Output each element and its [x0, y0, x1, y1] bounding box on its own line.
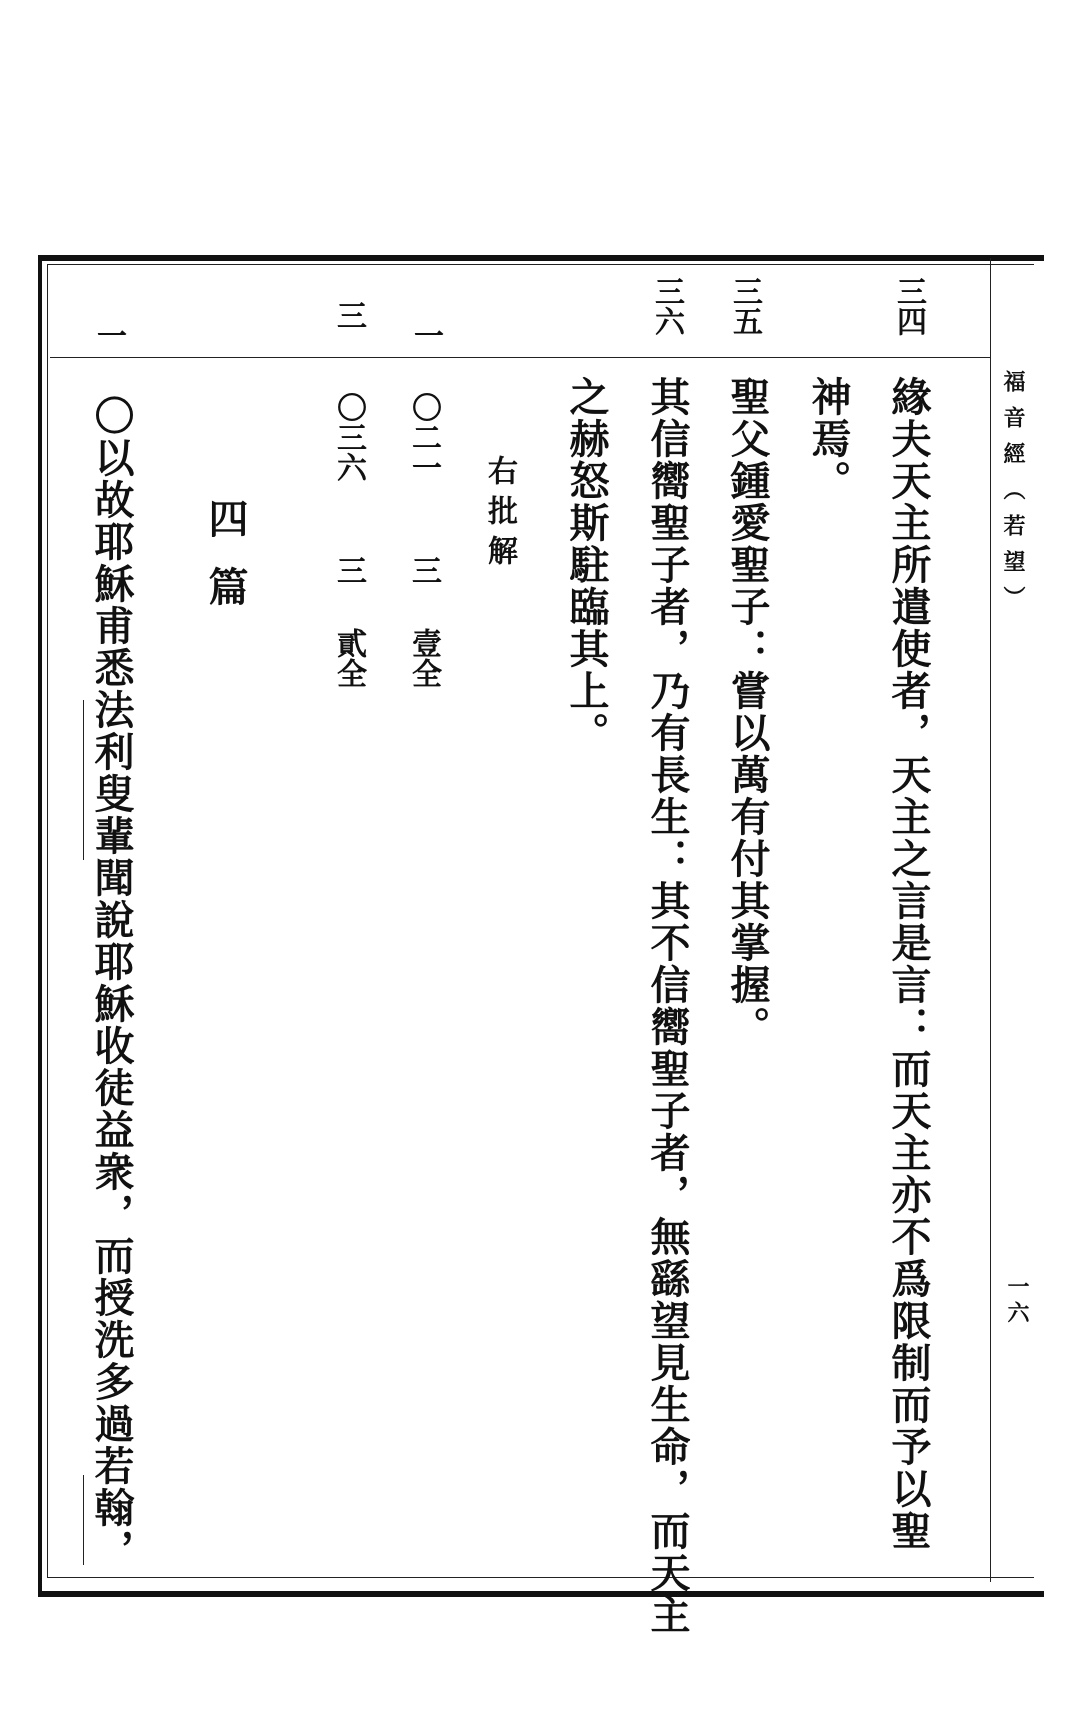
commentary-title: 右批解	[482, 455, 517, 575]
commentary-ref-2-extent: 貳全	[331, 628, 366, 688]
verse-34-line-1: 緣夫天主所遣使者，天主之言是言：而天主亦不爲限制而予以聖	[885, 376, 932, 1552]
margin-rule	[990, 258, 991, 1582]
verse-36-line-2: 之赫怒斯駐臨其上。	[563, 376, 610, 754]
verse-36-line-1: 其信嚮聖子者，乃有長生：其不信嚮聖子者，無繇望見生命，而天主	[644, 376, 691, 1636]
commentary-ref-1-extent: 壹全	[406, 628, 441, 688]
header-rule	[50, 357, 990, 358]
verse-number-34: 三四	[891, 276, 926, 336]
name-underline-john	[83, 1475, 84, 1565]
chapter4-verse-1: 〇以故耶穌甫悉法利叟輩聞說耶穌收徒益衆，而授洗多過若翰，	[88, 395, 135, 1571]
verse-34-line-2: 神焉。	[805, 376, 852, 502]
chapter-heading: 四篇	[202, 498, 249, 634]
commentary-ref-1-verse: 三	[406, 555, 441, 585]
verse-number-36: 三六	[649, 276, 684, 336]
page-number: 一六	[1004, 1275, 1030, 1327]
commentary-ref-2-verse: 三	[331, 555, 366, 585]
commentary-ref-1-chapter: 一	[408, 320, 443, 350]
commentary-ref-2-chapter: 三	[331, 300, 366, 340]
verse-number-35: 三五	[727, 276, 762, 336]
commentary-ref-2-number: 〇三六	[331, 392, 366, 482]
name-underline-pharisees	[83, 700, 84, 860]
commentary-ref-1-number: 〇二一	[406, 392, 441, 482]
book-title: 福音經（若望）	[1000, 370, 1026, 622]
verse-number-1: 一	[91, 320, 126, 350]
verse-35-line-1: 聖父鍾愛聖子：嘗以萬有付其掌握。	[724, 376, 771, 1048]
